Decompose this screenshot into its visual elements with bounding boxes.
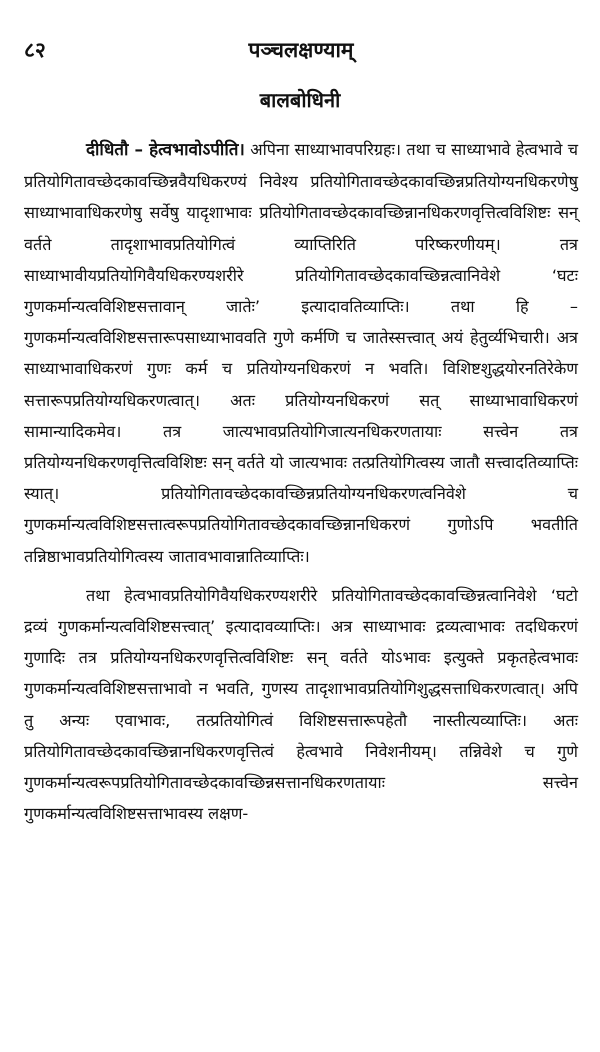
- commentary-body: [24, 134, 578, 829]
- paragraph-1: [24, 134, 578, 572]
- running-head: [24, 36, 578, 66]
- running-title: पञ्चलक्षण्याम्: [248, 38, 354, 62]
- paragraph-lead: दीधितौ – हेत्वभावोऽपीति।: [86, 140, 245, 160]
- paragraph-2: [24, 580, 578, 830]
- section-title: बालबोधिनी: [259, 88, 341, 112]
- paragraph-text: तथा हेत्वभावप्रतियोगिवैयधिकरण्यशरीरे प्रतियोगितावच्छेदकावच्छिन्नत्वानिवेशे ‘घटो द्रव्यं गुणकर्मान्यत्वविशिष्टसत्त्वात्’ इत्यादावव्याप्तिः। अत्र साध्याभावः द्रव्यत्वाभावः तदधिकरणं गुणादिः तत्र प्रतियोग्यनधिकरणवृत्तित्वविशिष्टः सन् वर्तते योऽभावः इत्युक्ते प्रकृतहेत्वभावः गुणकर्मान्यत्वविशिष्टसत्ताभावो न भवति, गुणस्य तादृशाभावप्रतियोगिशुद्धसत्ताधिकरणत्वात्। अपि तु अन्यः एवाभावः, तत्प्रतियोगित्वं विशिष्टसत्तारूपहेतौ नास्तीत्यव्याप्तिः। अतः प्रतियोगितावच्छेदकावच्छिन्नानधिकरणवृत्तित्वं हेत्वभावे निवेशनीयम्। तन्निवेशे च गुणे गुणकर्मान्यत्वरूपप्रतियोगितावच्छेदकावच्छिन्नसत्तानधिकरणतायाः सत्त्वेन गुणकर्मान्यत्वविशिष्टसत्ताभावस्य लक्षण-: [24, 585, 578, 824]
- paragraph-text: अपिना साध्याभावपरिग्रहः। तथा च साध्याभावे हेत्वभावे च प्रतियोगितावच्छेदकावच्छिन्नवैयधिकरण्यं निवेश्य प्रतियोगितावच्छेदकावच्छिन्नप्रतियोग्यनधिकरणेषु साध्याभावाधिकरणेषु सर्वेषु यादृशाभावः प्रतियोगितावच्छेदकावच्छिन्नानधिकरणवृत्तित्वविशिष्टः सन् वर्तते तादृशाभावप्रतियोगित्वं व्याप्तिरिति परिष्करणीयम्। तत्र साध्याभावीयप्रतियोगिवैयधिकरण्यशरीरे प्रतियोगितावच्छेदकावच्छिन्नत्वानिवेशे ‘घटः गुणकर्मान्यत्वविशिष्टसत्तावान् जातेः’ इत्यादावतिव्याप्तिः। तथा हि – गुणकर्मान्यत्वविशिष्टसत्तारूपसाध्याभाववति गुणे कर्मणि च जातेस्सत्त्वात् अयं हेतुर्व्यभिचारी। अत्र साध्याभावाधिकरणं गुणः कर्म च प्रतियोग्यनधिकरणं न भवति। विशिष्टशुद्धयोरनतिरेकेण सत्तारूपप्रतियोग्यधिकरणत्वात्। अतः प्रतियोग्यनधिकरणं सत् साध्याभावाधिकरणं सामान्यादिकमेव। तत्र जात्यभावप्रतियोगिजात्यनधिकरणतायाः सत्त्वेन तत्र प्रतियोग्यनधिकरणवृत्तित्वविशिष्टः सन् वर्तते यो जात्यभावः तत्प्रतियोगित्वस्य जातौ सत्त्वादतिव्याप्तिः स्यात्। प्रतियोगितावच्छेदकावच्छिन्नप्रतियोग्यनधिकरणत्वनिवेशे च गुणकर्मान्यत्वविशिष्टसत्तात्वरूपप्रतियोगितावच्छेदकावच्छिन्नानधिकरणं गुणोऽपि भवतीति तन्निष्ठाभावप्रतियोगित्वस्य जातावभावान्नातिव्याप्तिः।: [24, 140, 578, 566]
- page-number: ८२: [24, 38, 46, 62]
